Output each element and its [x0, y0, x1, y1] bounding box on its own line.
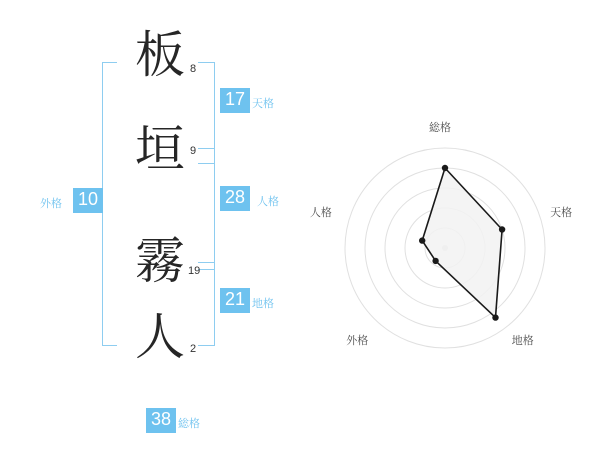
stroke-count: 2 — [190, 343, 197, 355]
score-label-soukaku: 総格 — [178, 418, 200, 430]
score-value-chikaku: 21 — [220, 288, 250, 313]
radar-chart — [300, 0, 600, 470]
name-character: 霧 — [135, 232, 185, 290]
radar-vertex-dot — [432, 258, 438, 264]
radar-axis-label: 総格 — [429, 122, 451, 134]
name-character: 人 — [135, 308, 185, 366]
radar-vertex-dot — [442, 165, 448, 171]
stroke-count: 19 — [188, 265, 201, 277]
score-label-chikaku: 地格 — [252, 298, 274, 310]
name-character: 垣 — [135, 120, 185, 178]
stroke-count: 9 — [190, 145, 197, 157]
radar-vertex-dot — [419, 237, 425, 243]
radar-axis-label: 地格 — [511, 334, 534, 347]
score-label-gaikaku: 外格 — [40, 198, 62, 210]
radar-vertex-dot — [499, 226, 505, 232]
stroke-count: 8 — [190, 63, 197, 75]
radar-chart-svg — [300, 0, 600, 470]
bracket-gaikaku — [102, 62, 117, 346]
bracket-jinkaku — [198, 148, 215, 270]
radar-series-polygon — [422, 168, 502, 318]
bracket-chikaku — [198, 262, 215, 346]
name-character: 板 — [135, 26, 185, 84]
radar-axis-label: 外格 — [346, 334, 369, 347]
radar-vertex-dot — [492, 314, 498, 320]
score-value-jinkaku: 28 — [220, 186, 250, 211]
score-value-tenkaku: 17 — [220, 88, 250, 113]
radar-axis-label: 天格 — [550, 207, 573, 220]
score-value-gaikaku: 10 — [73, 188, 103, 213]
score-label-jinkaku: 人格 — [257, 196, 279, 208]
score-label-tenkaku: 天格 — [252, 98, 274, 110]
score-value-soukaku: 38 — [146, 408, 176, 433]
name-panel — [0, 0, 300, 470]
radar-axis-label: 人格 — [309, 207, 332, 220]
